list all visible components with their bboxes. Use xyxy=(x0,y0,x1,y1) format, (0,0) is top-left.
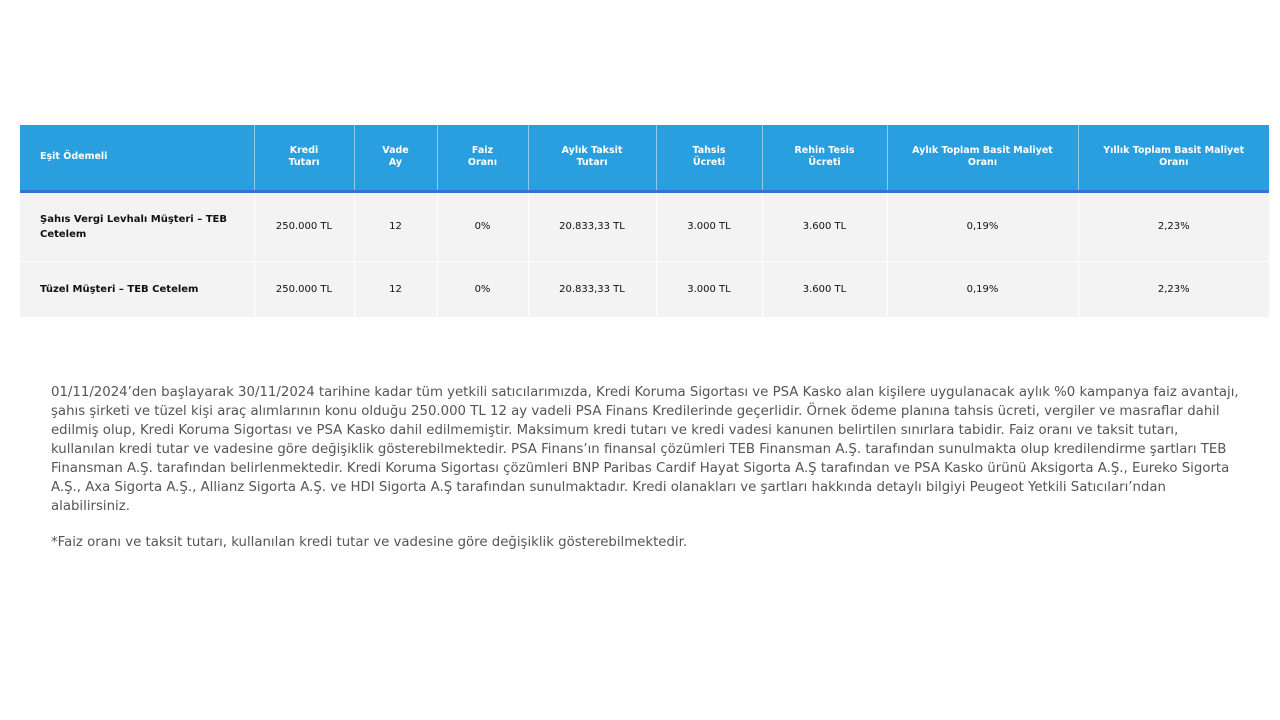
campaign-disclaimer: 01/11/2024’den başlayarak 30/11/2024 tarihine kadar tüm yetkili satıcılarımızda, Kredi Koruma Sigortası ve PSA Kasko alan kişilere uygulanacak aylık %0 kampanya faiz avantajı, şahıs şirketi ve tüzel kişi araç alımlarının konu olduğu 250.000 TL 12 ay vadeli PSA Finans Kredilerinde geçerlidir. Örnek ödeme planına tahsis ücreti, vergiler ve masraflar dahil edilmiş olup, Kredi Koruma Sigortası ve PSA Kasko dahil edilmemiştir. Maksimum kredi tutarı ve kredi vadesi kanunen belirtilen sınırlara tabidir. Faiz oranı ve taksit tutarı, kullanılan kredi tutar ve vadesine göre değişiklik gösterebilmektedir. PSA Finans’ın finansal çözümleri TEB Finansman A.Ş. tarafından sunulmakta olup kredilendirme şartları TEB Finansman A.Ş. tarafından belirlenmektedir. Kredi Koruma Sigortası çözümleri BNP Paribas Cardif Hayat Sigorta A.Ş tarafından ve PSA Kasko ürünü Aksigorta A.Ş., Eureko Sigorta A.Ş., Axa Sigorta A.Ş., Allianz Sigorta A.Ş. ve HDI Sigorta A.Ş tarafından sunulmaktadır. Kredi olanakları ve şartları hakkında detaylı bilgiyi Peugeot Yetkili Satıcıları’ndan alabilirsiniz. xyxy=(51,385,1239,514)
header-monthly-cost-rate xyxy=(887,125,1078,191)
legal-notes xyxy=(51,383,1246,552)
cell-monthly-cost-rate: 0,19% xyxy=(887,261,1078,317)
table-row xyxy=(20,261,1269,317)
header-monthly-installment xyxy=(528,125,656,191)
header-pledge-fee xyxy=(762,125,887,191)
payment-plan-table-container xyxy=(20,125,1269,317)
header-allocation-fee xyxy=(656,125,762,191)
header-label: Vade Ay xyxy=(382,145,409,169)
cell-term: 12 xyxy=(354,261,437,317)
payment-plan-table xyxy=(20,125,1269,317)
header-yearly-cost-rate xyxy=(1078,125,1269,191)
header-payment-type xyxy=(20,125,254,191)
header-loan-amount xyxy=(254,125,354,191)
table-header-row xyxy=(20,125,1269,191)
cell-pledge-fee: 3.600 TL xyxy=(762,191,887,261)
header-term-months xyxy=(354,125,437,191)
header-label: Aylık Toplam Basit Maliyet Oranı xyxy=(912,145,1053,169)
header-label: Aylık Taksit Tutarı xyxy=(561,145,623,169)
cell-customer-type: Şahıs Vergi Levhalı Müşteri – TEB Cetelem xyxy=(40,213,227,240)
header-label: Eşit Ödemeli xyxy=(40,151,108,163)
header-label: Tahsis Ücreti xyxy=(692,145,726,169)
cell-yearly-cost-rate: 2,23% xyxy=(1078,191,1269,261)
cell-monthly-installment: 20.833,33 TL xyxy=(528,191,656,261)
cell-allocation-fee: 3.000 TL xyxy=(656,191,762,261)
cell-interest-rate: 0% xyxy=(437,261,528,317)
header-label: Faiz Oranı xyxy=(467,145,498,169)
cell-term: 12 xyxy=(354,191,437,261)
footnote: *Faiz oranı ve taksit tutarı, kullanılan kredi tutar ve vadesine göre değişiklik gösterebilmektedir. xyxy=(51,535,688,550)
header-label: Kredi Tutarı xyxy=(288,145,320,169)
table-row xyxy=(20,191,1269,261)
cell-monthly-installment: 20.833,33 TL xyxy=(528,261,656,317)
cell-monthly-cost-rate: 0,19% xyxy=(887,191,1078,261)
cell-loan-amount: 250.000 TL xyxy=(254,191,354,261)
header-label: Rehin Tesis Ücreti xyxy=(794,145,855,169)
header-label: Yıllık Toplam Basit Maliyet Oranı xyxy=(1103,145,1245,169)
cell-loan-amount: 250.000 TL xyxy=(254,261,354,317)
cell-interest-rate: 0% xyxy=(437,191,528,261)
cell-pledge-fee: 3.600 TL xyxy=(762,261,887,317)
header-interest-rate xyxy=(437,125,528,191)
cell-yearly-cost-rate: 2,23% xyxy=(1078,261,1269,317)
cell-customer-type: Tüzel Müşteri – TEB Cetelem xyxy=(20,261,254,317)
cell-allocation-fee: 3.000 TL xyxy=(656,261,762,317)
